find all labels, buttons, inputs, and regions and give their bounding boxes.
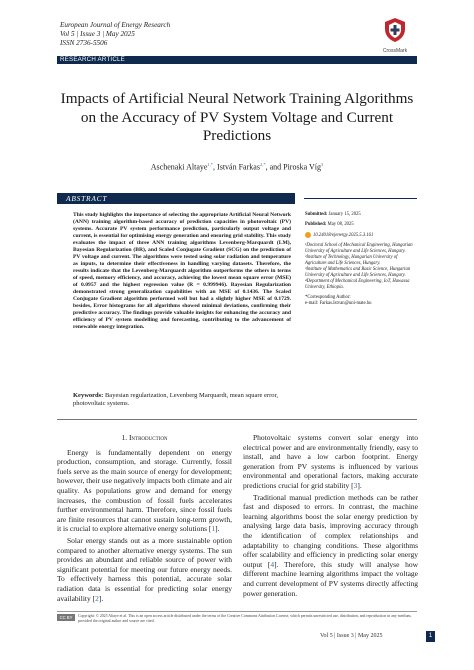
affiliation-2: ²Institute of Technology, Hungarian University of Agriculture and Life Sciences, Hungary. [305,255,398,267]
author-3-affiliation: 3 [320,162,324,167]
abstract-label: ABSTRACT [66,194,108,203]
paper-title: Impacts of Artificial Neural Network Training Algorithms on the Accuracy of PV System Voltage and Current Predictions [60,90,414,144]
page-number: 1 [426,631,435,642]
journal-volume: Vol 5 | Issue 3 | May 2025 [60,30,135,38]
published-label: Published: [305,222,327,227]
paragraph-text: ]. [215,524,220,534]
doi-text[interactable]: 10.24018/ejenergy.2025.5.3.161 [313,233,374,239]
doi-icon [305,232,311,238]
corresponding-email[interactable]: e-mail: Farkas.Istvan@uni-mate.hu [305,301,372,307]
paragraph [243,493,418,599]
affiliation-1: ¹Doctoral School of Mechanical Engineering, Hungarian University of Agriculture and Life Sciences, Hungary. [305,243,413,255]
author-3[interactable]: Piroska Víg [283,162,321,172]
corresponding-author-label: *Corresponding Author: [305,295,351,301]
keywords-text: Bayesian regularization, Levenberg Marquardt, mean square error, photovoltaic systems. [73,392,279,408]
affiliation-4: ⁴Department of Mechanical Engineering, IoT, Hawassa University, Ethiopia. [305,279,410,291]
footer-divider [57,611,417,612]
copyright-notice: Copyright: © 2025 Altaye et al. This is an open access article distributed under the terms of the Creative Commons Attribution License, which permits unrestricted use, distribution, and reproduction in any medium, provided the original author and source are cited. [78,614,412,624]
body-column-right [243,433,418,598]
sidebar-rule [304,198,417,199]
citation-link[interactable]: 2 [95,593,99,603]
crossmark-logo[interactable] [378,17,412,54]
journal-header [60,21,170,48]
keywords [73,392,291,408]
journal-name: European Journal of Energy Research [60,21,171,29]
footer-volume: Vol 5 | Issue 3 | May 2025 [320,633,383,639]
doi-link[interactable] [305,232,417,239]
journal-issn: ISSN 2736-5506 [60,39,108,47]
abstract-text: This study highlights the importance of selecting the appropriate Artificial Neural Network (ANN) training algorithm-based accuracy of prediction capacities in photovoltaic (PV) systems. Accurate PV system performance prediction, particularly output voltage and current, is essential for optimising energy generation and ensuring grid stability. This study evaluates the impact of three ANN training algorithms Levenberg-Marquardt (LM), Bayesian Regularization (BR), and Scaled Conjugate Gradient (SCG) on the prediction of PV voltage and current. The algorithms were tested using solar radiation and temperature as inputs, to determine their effectiveness in handling varying datasets. Therefore, the results indicate that the Levenberg-Marquardt algorithm outperforms the others in terms of speed, memory efficiency, and accuracy, achieving the lowest mean square error (MSE) of 0.0957 and the highest regression value (R = 0.999946). Bayesian Regularization demonstrated strong generalization capabilities with an MSE of 0.1436. The Scaled Conjugate Gradient algorithm performed well but had a slightly higher MSE of 0.1729. besides, Error histograms for all algorithms showed minimal deviations, confirming their predictive accuracy. The findings provide valuable insights for enhancing the accuracy and efficiency of PV system modelling and forecasting, contributing to the advancement of renewable energy integration. [73,212,291,330]
paragraph-text: Traditional manual prediction methods can be rather fast and disposed to errors. In contrast, the machine learning algorithms boost the solar energy prediction by analysing large data basis, improving accuracy through the identification of complex relationships and adaptability to changing conditions. These algorithms offer scalability and efficiency in predicting solar energy output [ [243,492,418,569]
citation-link[interactable]: 3 [353,480,358,490]
paragraph-text: Energy is fundamentally dependent on energy production, consumption, and storage. Currently, fossil fuels serve as the main source of energy for development; however, their use negatively impacts both climate and air quality. As populations grow and demand for energy increases, the combustion of fossil fuels accelerates further environmental harm. Therefore, since fossil fuels are finite resources that cannot sustain long-term growth, it is crucial to explore alternative energy solutions [ [57,447,232,534]
keywords-label: Keywords: [73,392,104,399]
section-heading: 1. Introduction [121,433,168,442]
crossmark-icon [384,17,406,43]
article-sidebar [305,212,417,307]
citation-link[interactable]: 1 [211,524,216,534]
author-2[interactable]: István Farkas [217,162,260,172]
paragraph [243,433,418,491]
paragraph-text: Solar energy stands out as a more sustainable option compared to another alternative energy systems. The sun provides an abundant and reliable source of power with significant potential for meeting our future energy needs. To effectively harness this potential, accurate solar radiation data is essential for predicting solar energy availability [ [57,535,232,603]
body-column-left [57,433,232,603]
article-type-label: RESEARCH ARTICLE [60,56,125,63]
paragraph [57,536,232,603]
author-1[interactable]: Aschenaki Altaye [150,162,208,172]
paragraph-text: ]. [357,480,362,490]
paragraph-text: ]. [98,593,104,603]
author-separator: , and [265,162,284,172]
paragraph [57,448,232,534]
author-2-affiliation: 2,* [259,162,266,167]
author-list [57,162,417,172]
submitted-label: Submitted: [305,212,328,217]
section-divider [57,419,417,420]
crossmark-label: CrossMark [382,48,408,54]
author-1-affiliation: 1,* [207,162,214,167]
cc-license-badge[interactable]: CC BY [57,614,75,621]
published-value: May 08, 2025 [326,222,354,227]
submitted-value: January 15, 2025 [327,212,361,217]
citation-link[interactable]: 4 [270,559,275,569]
affiliation-3: ³Institute of Mathematics and Basic Science, Hungarian University of Agriculture and Life Sciences, Hungary. [305,267,411,279]
paragraph-text: ]. Therefore, this study will analyse how different machine learning algorithms impact the voltage and current development of PV systems directly affecting power generation. [243,559,418,598]
author-separator: , [213,162,218,172]
paragraph-text: Photovoltaic systems convert solar energy into electrical power and are environmentally friendly, easy to install, and have a low carbon footprint. Energy generation from PV systems is influenced by various environmental and operational factors, making accurate predictions crucial for grid stability [ [243,433,418,490]
